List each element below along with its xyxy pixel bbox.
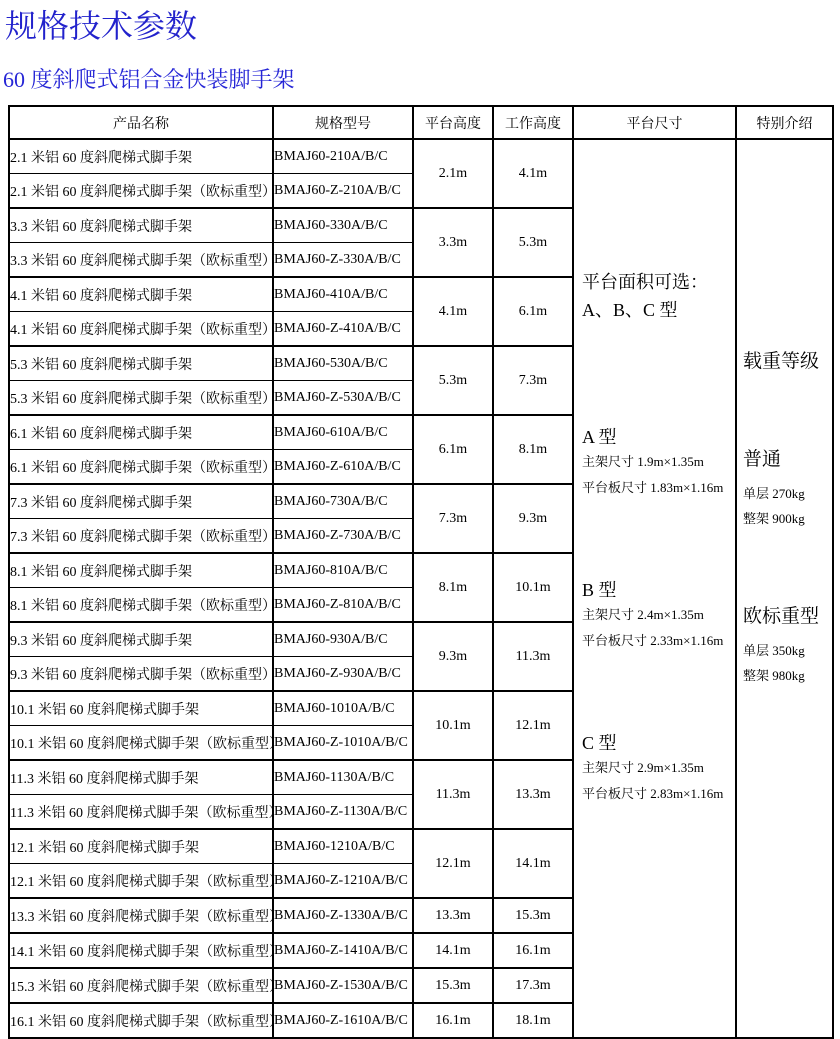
product-name-cell: 10.1 米铝 60 度斜爬梯式脚手架（欧标重型） [9, 726, 273, 761]
work-height-cell: 4.1m [493, 139, 573, 208]
product-name-cell: 11.3 米铝 60 度斜爬梯式脚手架（欧标重型） [9, 795, 273, 830]
platform-height-cell: 3.3m [413, 208, 493, 277]
model-cell: BMAJ60-610A/B/C [273, 415, 413, 450]
product-name-cell: 7.3 米铝 60 度斜爬梯式脚手架 [9, 484, 273, 519]
special-intro-cell [736, 139, 833, 1038]
work-height-cell: 11.3m [493, 622, 573, 691]
type-b-board-size: 平台板尺寸 2.33m×1.16m [582, 633, 724, 648]
work-height-cell: 17.3m [493, 968, 573, 1003]
header-platform-size: 平台尺寸 [573, 106, 736, 139]
type-a-frame-size: 主架尺寸 1.9m×1.35m [582, 454, 704, 469]
page-title: 规格技术参数 [5, 8, 198, 44]
grade-normal-block [743, 448, 805, 531]
work-height-cell: 10.1m [493, 553, 573, 622]
type-b-block [582, 578, 723, 654]
work-height-cell: 5.3m [493, 208, 573, 277]
product-name-cell: 16.1 米铝 60 度斜爬梯式脚手架（欧标重型） [9, 1003, 273, 1038]
type-a-label: A 型 [582, 427, 617, 447]
type-c-label: C 型 [582, 733, 617, 753]
header-platform-height: 平台高度 [413, 106, 493, 139]
work-height-cell: 14.1m [493, 829, 573, 898]
work-height-cell: 16.1m [493, 933, 573, 968]
model-cell: BMAJ60-930A/B/C [273, 622, 413, 657]
model-cell: BMAJ60-Z-1210A/B/C [273, 864, 413, 899]
grade-heavy-label: 欧标重型 [743, 606, 820, 627]
work-height-cell: 12.1m [493, 691, 573, 760]
table-row [9, 139, 833, 174]
header-work-height: 工作高度 [493, 106, 573, 139]
model-cell: BMAJ60-Z-1330A/B/C [273, 898, 413, 933]
product-name-cell: 9.3 米铝 60 度斜爬梯式脚手架 [9, 622, 273, 657]
model-cell: BMAJ60-330A/B/C [273, 208, 413, 243]
work-height-cell: 13.3m [493, 760, 573, 829]
grade-normal-label: 普通 [743, 449, 782, 470]
product-name-cell: 7.3 米铝 60 度斜爬梯式脚手架（欧标重型） [9, 519, 273, 554]
work-height-cell: 15.3m [493, 898, 573, 933]
product-name-cell: 8.1 米铝 60 度斜爬梯式脚手架（欧标重型） [9, 588, 273, 623]
page-subtitle: 60 度斜爬式铝合金快装脚手架 [3, 67, 295, 92]
model-cell: BMAJ60-Z-1410A/B/C [273, 933, 413, 968]
type-b-frame-size: 主架尺寸 2.4m×1.35m [582, 607, 704, 622]
type-a-board-size: 平台板尺寸 1.83m×1.16m [582, 480, 724, 495]
load-rating-heading: 载重等级 [743, 351, 820, 372]
product-name-cell: 12.1 米铝 60 度斜爬梯式脚手架 [9, 829, 273, 864]
header-special-intro: 特别介绍 [736, 106, 833, 139]
model-cell: BMAJ60-Z-1530A/B/C [273, 968, 413, 1003]
model-cell: BMAJ60-Z-730A/B/C [273, 519, 413, 554]
product-name-cell: 4.1 米铝 60 度斜爬梯式脚手架 [9, 277, 273, 312]
product-name-cell: 3.3 米铝 60 度斜爬梯式脚手架（欧标重型） [9, 243, 273, 278]
grade-heavy-single-layer: 单层 350kg [743, 643, 805, 658]
platform-height-cell: 11.3m [413, 760, 493, 829]
product-name-cell: 15.3 米铝 60 度斜爬梯式脚手架（欧标重型） [9, 968, 273, 1003]
model-cell: BMAJ60-Z-330A/B/C [273, 243, 413, 278]
model-cell: BMAJ60-Z-610A/B/C [273, 450, 413, 485]
work-height-cell: 6.1m [493, 277, 573, 346]
model-cell: BMAJ60-1010A/B/C [273, 691, 413, 726]
model-cell: BMAJ60-1210A/B/C [273, 829, 413, 864]
grade-normal-whole-frame: 整架 900kg [743, 511, 805, 526]
product-name-cell: 8.1 米铝 60 度斜爬梯式脚手架 [9, 553, 273, 588]
platform-height-cell: 5.3m [413, 346, 493, 415]
platform-height-cell: 8.1m [413, 553, 493, 622]
type-b-label: B 型 [582, 580, 617, 600]
platform-size-options-line1: 平台面积可选： [582, 272, 708, 292]
platform-height-cell: 7.3m [413, 484, 493, 553]
platform-height-cell: 14.1m [413, 933, 493, 968]
model-cell: BMAJ60-Z-210A/B/C [273, 174, 413, 209]
platform-size-options [582, 268, 708, 324]
model-cell: BMAJ60-Z-1010A/B/C [273, 726, 413, 761]
model-cell: BMAJ60-Z-530A/B/C [273, 381, 413, 416]
product-name-cell: 5.3 米铝 60 度斜爬梯式脚手架 [9, 346, 273, 381]
product-name-cell: 12.1 米铝 60 度斜爬梯式脚手架（欧标重型） [9, 864, 273, 899]
grade-heavy-whole-frame: 整架 980kg [743, 668, 805, 683]
platform-height-cell: 9.3m [413, 622, 493, 691]
work-height-cell: 7.3m [493, 346, 573, 415]
model-cell: BMAJ60-530A/B/C [273, 346, 413, 381]
grade-normal-single-layer: 单层 270kg [743, 486, 805, 501]
product-name-cell: 3.3 米铝 60 度斜爬梯式脚手架 [9, 208, 273, 243]
product-name-cell: 14.1 米铝 60 度斜爬梯式脚手架（欧标重型） [9, 933, 273, 968]
product-name-cell: 6.1 米铝 60 度斜爬梯式脚手架 [9, 415, 273, 450]
product-name-cell: 11.3 米铝 60 度斜爬梯式脚手架 [9, 760, 273, 795]
product-name-cell: 10.1 米铝 60 度斜爬梯式脚手架 [9, 691, 273, 726]
platform-height-cell: 15.3m [413, 968, 493, 1003]
product-name-cell: 4.1 米铝 60 度斜爬梯式脚手架（欧标重型） [9, 312, 273, 347]
type-a-block [582, 425, 723, 501]
model-cell: BMAJ60-Z-930A/B/C [273, 657, 413, 692]
platform-height-cell: 2.1m [413, 139, 493, 208]
product-name-cell: 5.3 米铝 60 度斜爬梯式脚手架（欧标重型） [9, 381, 273, 416]
model-cell: BMAJ60-Z-810A/B/C [273, 588, 413, 623]
spec-table [8, 105, 834, 1039]
type-c-block [582, 731, 723, 807]
header-row [9, 106, 833, 139]
platform-height-cell: 10.1m [413, 691, 493, 760]
product-name-cell: 6.1 米铝 60 度斜爬梯式脚手架（欧标重型） [9, 450, 273, 485]
product-name-cell: 13.3 米铝 60 度斜爬梯式脚手架（欧标重型） [9, 898, 273, 933]
type-c-frame-size: 主架尺寸 2.9m×1.35m [582, 760, 704, 775]
grade-heavy-block [743, 605, 819, 688]
model-cell: BMAJ60-Z-410A/B/C [273, 312, 413, 347]
model-cell: BMAJ60-Z-1130A/B/C [273, 795, 413, 830]
model-cell: BMAJ60-730A/B/C [273, 484, 413, 519]
product-name-cell: 2.1 米铝 60 度斜爬梯式脚手架 [9, 139, 273, 174]
platform-height-cell: 4.1m [413, 277, 493, 346]
model-cell: BMAJ60-410A/B/C [273, 277, 413, 312]
product-name-cell: 2.1 米铝 60 度斜爬梯式脚手架（欧标重型） [9, 174, 273, 209]
model-cell: BMAJ60-1130A/B/C [273, 760, 413, 795]
platform-size-options-line2: A、B、C 型 [582, 300, 678, 320]
work-height-cell: 8.1m [493, 415, 573, 484]
work-height-cell: 9.3m [493, 484, 573, 553]
product-name-cell: 9.3 米铝 60 度斜爬梯式脚手架（欧标重型） [9, 657, 273, 692]
model-cell: BMAJ60-210A/B/C [273, 139, 413, 174]
model-cell: BMAJ60-Z-1610A/B/C [273, 1003, 413, 1038]
platform-height-cell: 12.1m [413, 829, 493, 898]
platform-height-cell: 16.1m [413, 1003, 493, 1038]
platform-height-cell: 6.1m [413, 415, 493, 484]
platform-height-cell: 13.3m [413, 898, 493, 933]
header-model: 规格型号 [273, 106, 413, 139]
work-height-cell: 18.1m [493, 1003, 573, 1038]
type-c-board-size: 平台板尺寸 2.83m×1.16m [582, 786, 724, 801]
model-cell: BMAJ60-810A/B/C [273, 553, 413, 588]
header-product-name: 产品名称 [9, 106, 273, 139]
